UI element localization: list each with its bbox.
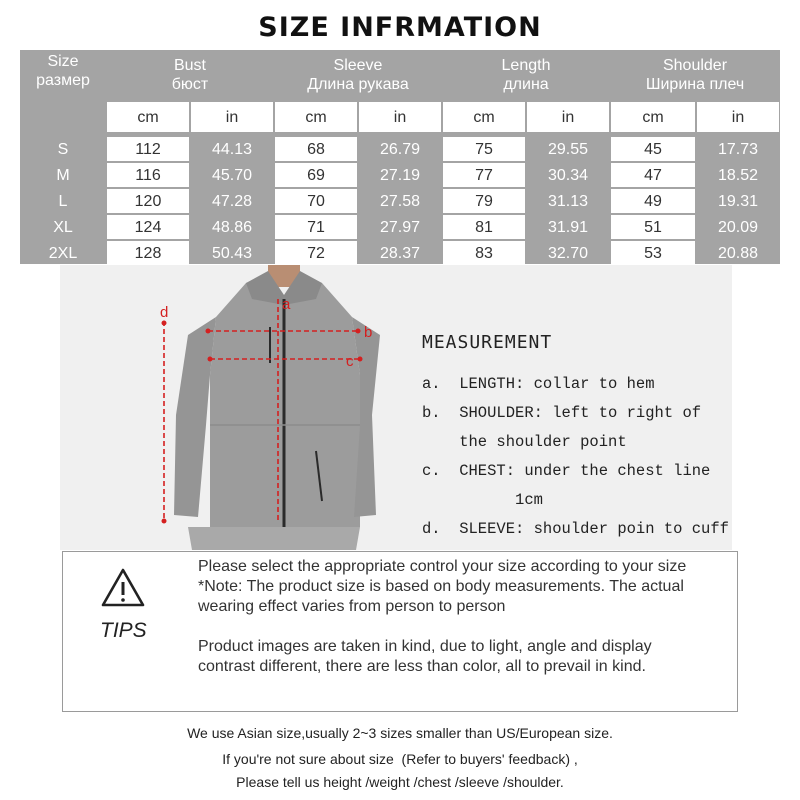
table-cell: 18.52 xyxy=(717,166,759,184)
table-cell: 49 xyxy=(611,189,695,213)
table-cell: 120 xyxy=(107,189,189,213)
table-cell: 32.70 xyxy=(547,244,589,262)
measurement-line: b. SHOULDER: left to right of xyxy=(422,404,702,422)
size-label: 2XL xyxy=(48,244,78,262)
column-group-label: длина xyxy=(503,76,549,93)
table-cell: 26.79 xyxy=(379,140,421,158)
table-cell: 44.13 xyxy=(211,140,253,158)
table-cell: 70 xyxy=(275,189,357,213)
unit-header: cm xyxy=(107,102,189,132)
label-b: b xyxy=(364,324,373,341)
column-group-label: Shoulder xyxy=(662,57,728,74)
size-header xyxy=(20,50,106,134)
column-group-header xyxy=(274,50,442,100)
label-a: a xyxy=(282,296,291,313)
table-cell: 17.73 xyxy=(717,140,759,158)
tips-line: Product images are taken in kind, due to light, angle and display xyxy=(198,638,652,655)
size-header-line: Size xyxy=(47,53,79,70)
size-label: L xyxy=(58,192,68,210)
warning-triangle-icon xyxy=(100,567,146,609)
column-group-label: Length xyxy=(501,57,551,74)
size-label: XL xyxy=(53,218,73,236)
column-group-label: Sleeve xyxy=(333,57,383,74)
model-pants xyxy=(188,527,360,550)
unit-header: in xyxy=(359,102,441,132)
tips-line: Please select the appropriate control your size according to your size xyxy=(198,558,687,575)
column-group-header xyxy=(610,50,780,100)
size-label: S xyxy=(57,140,69,158)
column-group-label: бюст xyxy=(171,76,209,93)
column-group-header xyxy=(106,50,274,100)
size-label: M xyxy=(56,166,70,184)
tips-line: contrast different, there are less than color, all to prevail in kind. xyxy=(198,658,646,675)
measurement-line: 1cm xyxy=(422,491,543,509)
table-cell: 47 xyxy=(611,163,695,187)
measurement-line: a. LENGTH: collar to hem xyxy=(422,375,655,393)
footer-line: We use Asian size,usually 2~3 sizes smaller than US/European size. xyxy=(187,725,613,741)
table-cell: 30.34 xyxy=(547,166,589,184)
label-d: d xyxy=(160,304,169,321)
table-cell: 79 xyxy=(443,189,525,213)
unit-header: in xyxy=(697,102,779,132)
measurement-line: c. CHEST: under the chest line xyxy=(422,462,711,480)
footer-line: If you're not sure about size (Refer to buyers' feedback) , xyxy=(222,751,578,767)
table-cell: 19.31 xyxy=(717,192,759,210)
jacket-left-sleeve xyxy=(174,317,216,517)
column-group-label: Длина рукава xyxy=(307,76,409,93)
column-group-label: Bust xyxy=(173,57,206,74)
footer-line: Please tell us height /weight /chest /sleeve /shoulder. xyxy=(236,774,564,790)
table-cell: 81 xyxy=(443,215,525,239)
measurement-line: d. SLEEVE: shoulder poin to cuff xyxy=(422,520,729,538)
table-cell: 83 xyxy=(443,241,525,265)
table-cell: 27.19 xyxy=(379,166,421,184)
tips-line: *Note: The product size is based on body measurements. The actual xyxy=(198,578,684,595)
unit-header: cm xyxy=(611,102,695,132)
table-cell: 71 xyxy=(275,215,357,239)
measurement-title: MEASUREMENT xyxy=(422,332,553,353)
table-cell: 20.09 xyxy=(717,218,759,236)
table-cell: 50.43 xyxy=(211,244,253,262)
table-cell: 72 xyxy=(275,241,357,265)
label-c: c xyxy=(346,353,354,370)
table-cell: 69 xyxy=(275,163,357,187)
measurement-line: the shoulder point xyxy=(422,433,627,451)
unit-header: cm xyxy=(443,102,525,132)
table-cell: 31.91 xyxy=(547,218,589,236)
tips-line: wearing effect varies from person to person xyxy=(198,598,506,615)
table-cell: 45 xyxy=(611,137,695,161)
column-group-label: Ширина плеч xyxy=(645,76,745,93)
table-cell: 31.13 xyxy=(547,192,589,210)
size-header-line: размер xyxy=(36,72,90,89)
table-cell: 47.28 xyxy=(211,192,253,210)
table-cell: 27.58 xyxy=(379,192,421,210)
table-cell: 68 xyxy=(275,137,357,161)
unit-header: in xyxy=(527,102,609,132)
table-cell: 29.55 xyxy=(547,140,589,158)
table-cell: 27.97 xyxy=(379,218,421,236)
page-title: SIZE INFRMATION xyxy=(258,12,542,43)
unit-header: cm xyxy=(275,102,357,132)
table-cell: 51 xyxy=(611,215,695,239)
table-cell: 48.86 xyxy=(211,218,253,236)
table-cell: 128 xyxy=(107,241,189,265)
table-cell: 75 xyxy=(443,137,525,161)
table-cell: 116 xyxy=(107,163,189,187)
table-cell: 124 xyxy=(107,215,189,239)
size-table xyxy=(20,50,780,264)
table-cell: 28.37 xyxy=(379,244,421,262)
table-cell: 53 xyxy=(611,241,695,265)
table-cell: 20.88 xyxy=(717,244,759,262)
table-cell: 45.70 xyxy=(211,166,253,184)
tips-label: TIPS xyxy=(100,619,147,642)
table-cell: 77 xyxy=(443,163,525,187)
column-group-header xyxy=(442,50,610,100)
table-cell: 112 xyxy=(107,137,189,161)
unit-header: in xyxy=(191,102,273,132)
